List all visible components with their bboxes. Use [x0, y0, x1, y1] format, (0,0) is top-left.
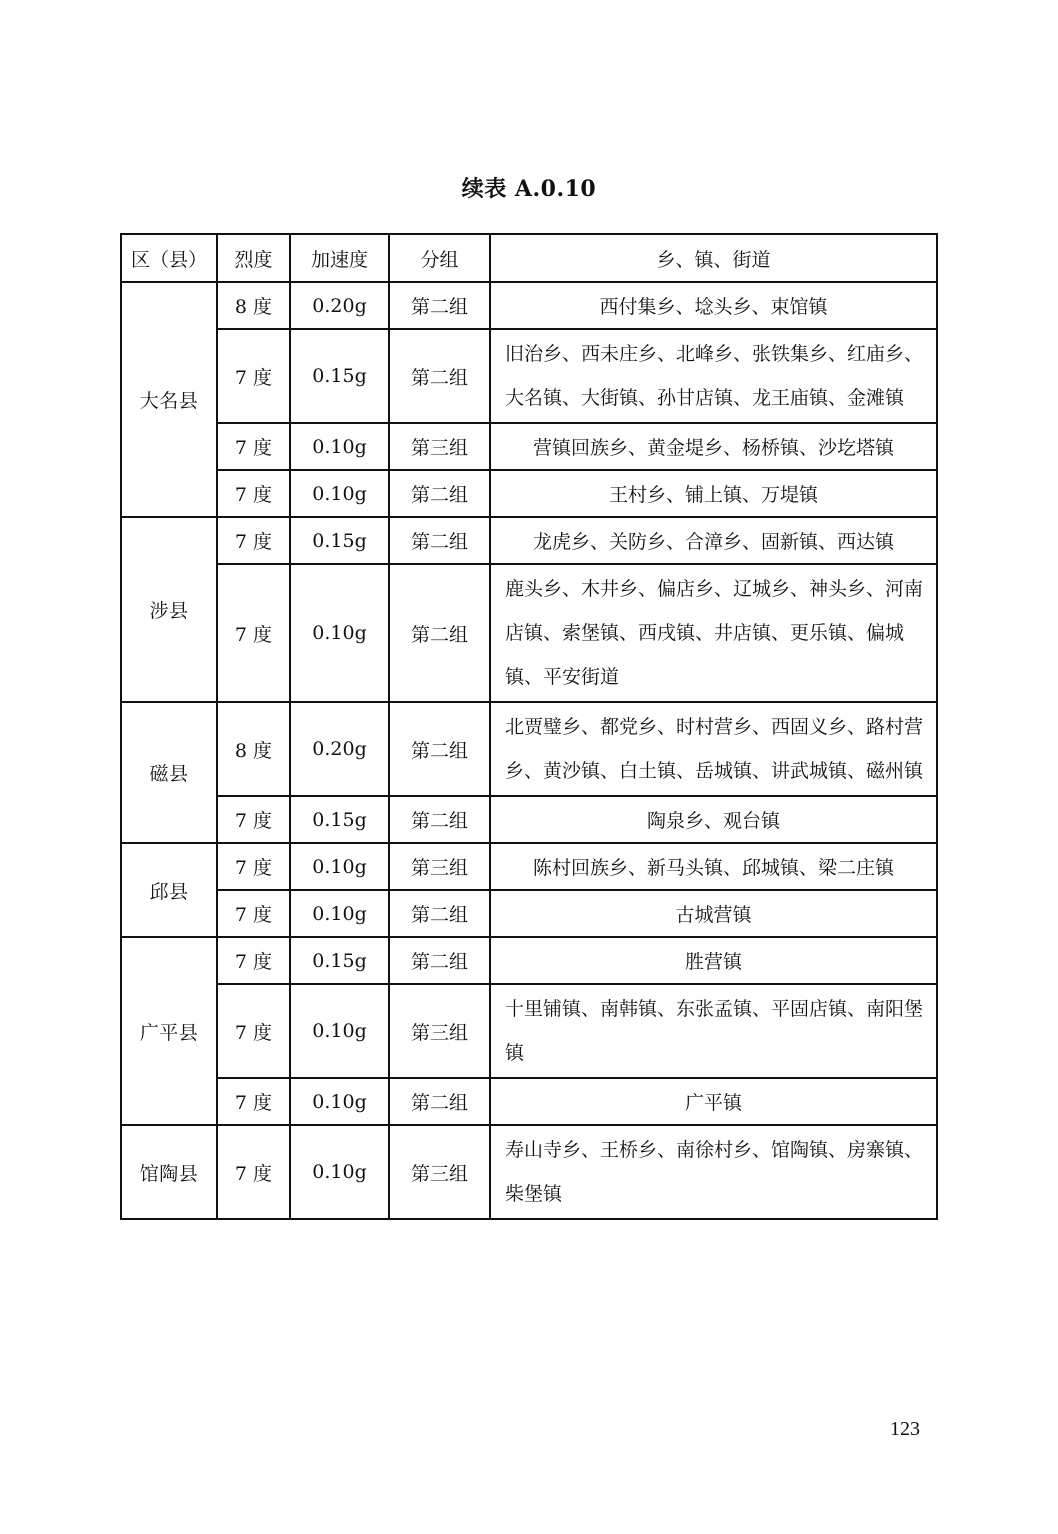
acceleration-cell: 0.15g	[290, 517, 389, 564]
towns-cell: 胜营镇	[490, 937, 937, 984]
acceleration-cell: 0.20g	[290, 282, 389, 329]
intensity-cell: 7 度	[217, 517, 290, 564]
towns-cell: 陶泉乡、观台镇	[490, 796, 937, 843]
group-cell: 第二组	[389, 564, 490, 702]
table-row	[121, 470, 937, 517]
towns-cell: 十里铺镇、南韩镇、东张孟镇、平固店镇、南阳堡镇	[490, 984, 937, 1078]
header-acceleration: 加速度	[290, 234, 389, 282]
group-cell: 第二组	[389, 282, 490, 329]
acceleration-cell: 0.10g	[290, 890, 389, 937]
towns-cell: 王村乡、铺上镇、万堤镇	[490, 470, 937, 517]
group-cell: 第二组	[389, 890, 490, 937]
group-cell: 第二组	[389, 937, 490, 984]
seismic-zoning-table	[120, 233, 938, 1220]
acceleration-cell: 0.15g	[290, 937, 389, 984]
table-row	[121, 702, 937, 796]
table-row	[121, 423, 937, 470]
group-cell: 第二组	[389, 329, 490, 423]
table-row	[121, 517, 937, 564]
towns-cell: 营镇回族乡、黄金堤乡、杨桥镇、沙圪塔镇	[490, 423, 937, 470]
towns-cell: 旧治乡、西未庄乡、北峰乡、张铁集乡、红庙乡、大名镇、大街镇、孙甘店镇、龙王庙镇、金滩镇	[490, 329, 937, 423]
intensity-cell: 8 度	[217, 702, 290, 796]
intensity-cell: 7 度	[217, 470, 290, 517]
acceleration-cell: 0.10g	[290, 1125, 389, 1219]
intensity-cell: 7 度	[217, 796, 290, 843]
group-cell: 第二组	[389, 470, 490, 517]
towns-cell: 广平镇	[490, 1078, 937, 1125]
table-title: 续表 A.0.10	[461, 176, 597, 202]
towns-cell: 陈村回族乡、新马头镇、邱城镇、梁二庄镇	[490, 843, 937, 890]
page-number: 123	[890, 1418, 920, 1440]
header-group: 分组	[389, 234, 490, 282]
acceleration-cell: 0.15g	[290, 796, 389, 843]
intensity-cell: 7 度	[217, 937, 290, 984]
table-row	[121, 329, 937, 423]
group-cell: 第三组	[389, 984, 490, 1078]
intensity-cell: 7 度	[217, 1078, 290, 1125]
table-row	[121, 1078, 937, 1125]
header-intensity: 烈度	[217, 234, 290, 282]
table-row	[121, 1125, 937, 1219]
group-cell: 第二组	[389, 1078, 490, 1125]
table-row	[121, 564, 937, 702]
table-header-row	[121, 234, 937, 282]
intensity-cell: 7 度	[217, 564, 290, 702]
county-cell: 馆陶县	[121, 1125, 217, 1219]
intensity-cell: 7 度	[217, 1125, 290, 1219]
intensity-cell: 8 度	[217, 282, 290, 329]
header-towns: 乡、镇、街道	[490, 234, 937, 282]
towns-cell: 寿山寺乡、王桥乡、南徐村乡、馆陶镇、房寨镇、柴堡镇	[490, 1125, 937, 1219]
intensity-cell: 7 度	[217, 329, 290, 423]
acceleration-cell: 0.10g	[290, 564, 389, 702]
group-cell: 第三组	[389, 843, 490, 890]
group-cell: 第三组	[389, 1125, 490, 1219]
table-row	[121, 890, 937, 937]
acceleration-cell: 0.10g	[290, 984, 389, 1078]
table-row	[121, 796, 937, 843]
header-county: 区（县）	[121, 234, 217, 282]
towns-cell: 北贾璧乡、都党乡、时村营乡、西固义乡、路村营乡、黄沙镇、白土镇、岳城镇、讲武城镇、磁州镇	[490, 702, 937, 796]
county-cell: 磁县	[121, 702, 217, 843]
towns-cell: 鹿头乡、木井乡、偏店乡、辽城乡、神头乡、河南店镇、索堡镇、西戌镇、井店镇、更乐镇、偏城镇、平安街道	[490, 564, 937, 702]
intensity-cell: 7 度	[217, 423, 290, 470]
towns-cell: 古城营镇	[490, 890, 937, 937]
group-cell: 第二组	[389, 796, 490, 843]
group-cell: 第二组	[389, 517, 490, 564]
table-row	[121, 984, 937, 1078]
acceleration-cell: 0.10g	[290, 1078, 389, 1125]
acceleration-cell: 0.15g	[290, 329, 389, 423]
county-cell: 邱县	[121, 843, 217, 937]
intensity-cell: 7 度	[217, 890, 290, 937]
county-cell: 大名县	[121, 282, 217, 517]
acceleration-cell: 0.20g	[290, 702, 389, 796]
table-row	[121, 937, 937, 984]
group-cell: 第二组	[389, 702, 490, 796]
acceleration-cell: 0.10g	[290, 470, 389, 517]
group-cell: 第三组	[389, 423, 490, 470]
county-cell: 涉县	[121, 517, 217, 702]
acceleration-cell: 0.10g	[290, 423, 389, 470]
towns-cell: 龙虎乡、关防乡、合漳乡、固新镇、西达镇	[490, 517, 937, 564]
acceleration-cell: 0.10g	[290, 843, 389, 890]
intensity-cell: 7 度	[217, 984, 290, 1078]
table-row	[121, 843, 937, 890]
county-cell: 广平县	[121, 937, 217, 1125]
towns-cell: 西付集乡、埝头乡、束馆镇	[490, 282, 937, 329]
intensity-cell: 7 度	[217, 843, 290, 890]
table-row	[121, 282, 937, 329]
